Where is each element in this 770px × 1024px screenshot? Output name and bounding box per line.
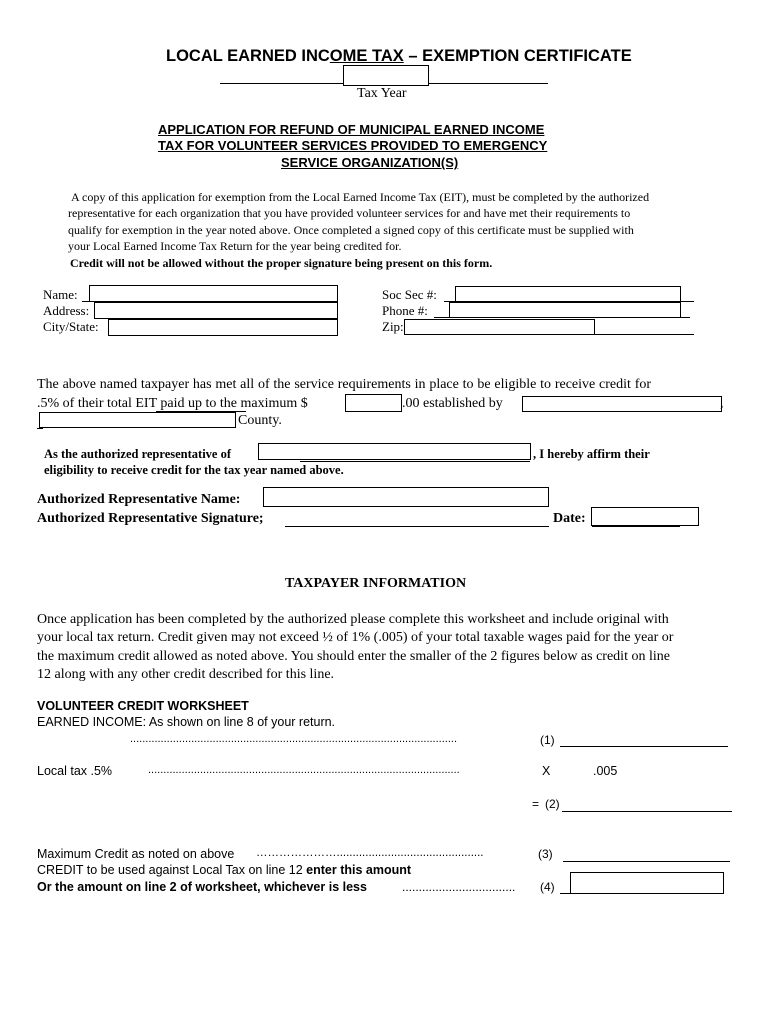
- rep-name-field[interactable]: [263, 487, 549, 507]
- intro-line: qualify for exemption in the year noted above. Once completed a signed copy of this certificate must be supplied with: [68, 222, 634, 237]
- worksheet-heading: VOLUNTEER CREDIT WORKSHEET: [37, 699, 249, 713]
- application-heading-line2: TAX FOR VOLUNTEER SERVICES PROVIDED TO EMERGENCY: [158, 138, 548, 153]
- taxpayer-info-line: 12 along with any other credit described for this line.: [37, 666, 335, 682]
- affirm-line1b: , I hereby affirm their: [533, 447, 650, 461]
- line4-underline: [560, 893, 570, 894]
- phone-field[interactable]: [449, 302, 681, 318]
- affirm-line2: eligibility to receive credit for the tax year named above.: [44, 463, 344, 477]
- service-line1: The above named taxpayer has met all of the service requirements in place to be eligible to receive credit for: [37, 377, 652, 392]
- max-credit-dots: …………………..............................................: [256, 847, 484, 859]
- local-tax-dots: ......................................................................................................: [148, 764, 460, 776]
- county-field[interactable]: [39, 412, 236, 428]
- times-sign: X: [542, 764, 551, 778]
- title-suffix: – EXEMPTION CERTIFICATE: [403, 47, 632, 65]
- date-field[interactable]: [591, 507, 699, 526]
- credit-used-a: CREDIT to be used against Local Tax on line 12: [37, 863, 307, 877]
- soc-sec-field[interactable]: [455, 286, 681, 302]
- taxpayer-info-line: the maximum credit allowed as noted above. You should enter the smaller of the 2 figures below as credit on line: [37, 648, 670, 664]
- zip-field[interactable]: [404, 319, 595, 335]
- organization-field[interactable]: [258, 443, 531, 460]
- rate-value: .005: [593, 764, 618, 778]
- title-underlined: OME TAX: [329, 47, 404, 65]
- line1-underline: [560, 746, 728, 747]
- application-heading-line1: APPLICATION FOR REFUND OF MUNICIPAL EARNED INCOME: [158, 122, 545, 137]
- service-line2c: ,: [720, 396, 724, 411]
- page-title: [166, 47, 632, 66]
- taxpayer-info-heading: TAXPAYER INFORMATION: [285, 576, 467, 591]
- county-underline: [37, 428, 43, 429]
- rep-signature-line: [285, 526, 549, 527]
- line3-underline: [563, 861, 730, 862]
- line1-dots: ...........................................................................................................: [130, 733, 458, 745]
- tax-year-label: Tax Year: [357, 86, 407, 101]
- max-amount-field[interactable]: [345, 394, 402, 412]
- intro-paragraph: [68, 189, 649, 254]
- line2-number: (2): [545, 797, 560, 811]
- signature-warning: Credit will not be allowed without the proper signature being present on this form.: [70, 256, 493, 270]
- line4-field[interactable]: [570, 872, 724, 894]
- address-field[interactable]: [94, 302, 338, 319]
- intro-line: A copy of this application for exemption from the Local Earned Income Tax (EIT), must be completed by the authorized: [71, 190, 650, 204]
- credit-used-b: enter this amount: [306, 863, 412, 877]
- or-amount-dots: ..................................: [402, 880, 516, 894]
- title-prefix: LOCAL EARNED INC: [166, 47, 330, 65]
- max-credit-label: Maximum Credit as noted on above: [37, 847, 235, 861]
- equals-sign: =: [532, 797, 540, 811]
- local-tax-label: Local tax .5%: [37, 764, 113, 778]
- affirm-underline: [300, 461, 530, 462]
- intro-line: your Local Earned Income Tax Return for the year being credited for.: [68, 238, 402, 253]
- established-by-field[interactable]: [522, 396, 722, 412]
- intro-line: representative for each organization that you have provided volunteer services for and have met their requirements to: [68, 206, 631, 221]
- rep-name-label: Authorized Representative Name:: [37, 492, 241, 507]
- county-label: County.: [238, 413, 282, 428]
- phone-label: Phone #:: [382, 303, 428, 318]
- service-line2b: .00 established by: [402, 396, 503, 411]
- city-state-field[interactable]: [108, 319, 338, 336]
- taxpayer-info-line: Once application has been completed by the authorized please complete this worksheet and include original with: [37, 612, 669, 627]
- taxpayer-info-paragraph: [37, 611, 673, 684]
- tax-year-field[interactable]: [343, 65, 429, 86]
- max-amount-underline: [358, 411, 402, 412]
- line3-number: (3): [538, 847, 553, 861]
- date-underline: [592, 526, 680, 527]
- line2-underline: [562, 811, 732, 812]
- earned-income-label: EARNED INCOME: As shown on line 8 of your return.: [37, 715, 336, 729]
- affirm-line1a: As the authorized representative of: [44, 447, 232, 461]
- rep-signature-label: Authorized Representative Signature;: [37, 511, 264, 526]
- line1-number: (1): [540, 733, 555, 747]
- line4-number: (4): [540, 880, 555, 894]
- date-label: Date:: [553, 511, 586, 526]
- service-line2a: .5% of their total EIT paid up to the maximum $: [37, 396, 308, 411]
- name-label: Name:: [43, 287, 78, 302]
- soc-sec-label: Soc Sec #:: [382, 287, 437, 302]
- application-heading-line3: SERVICE ORGANIZATION(S): [281, 155, 459, 170]
- or-amount-label: Or the amount on line 2 of worksheet, whichever is less: [37, 880, 367, 894]
- credit-used-line: [37, 863, 411, 877]
- name-field[interactable]: [89, 285, 338, 302]
- zip-label: Zip:: [382, 319, 404, 334]
- taxpayer-info-line: your local tax return. Credit given may not exceed ½ of 1% (.005) of your total taxable wages paid for the year or: [37, 630, 674, 646]
- address-label: Address:: [43, 303, 90, 318]
- city-state-label: City/State:: [43, 319, 99, 334]
